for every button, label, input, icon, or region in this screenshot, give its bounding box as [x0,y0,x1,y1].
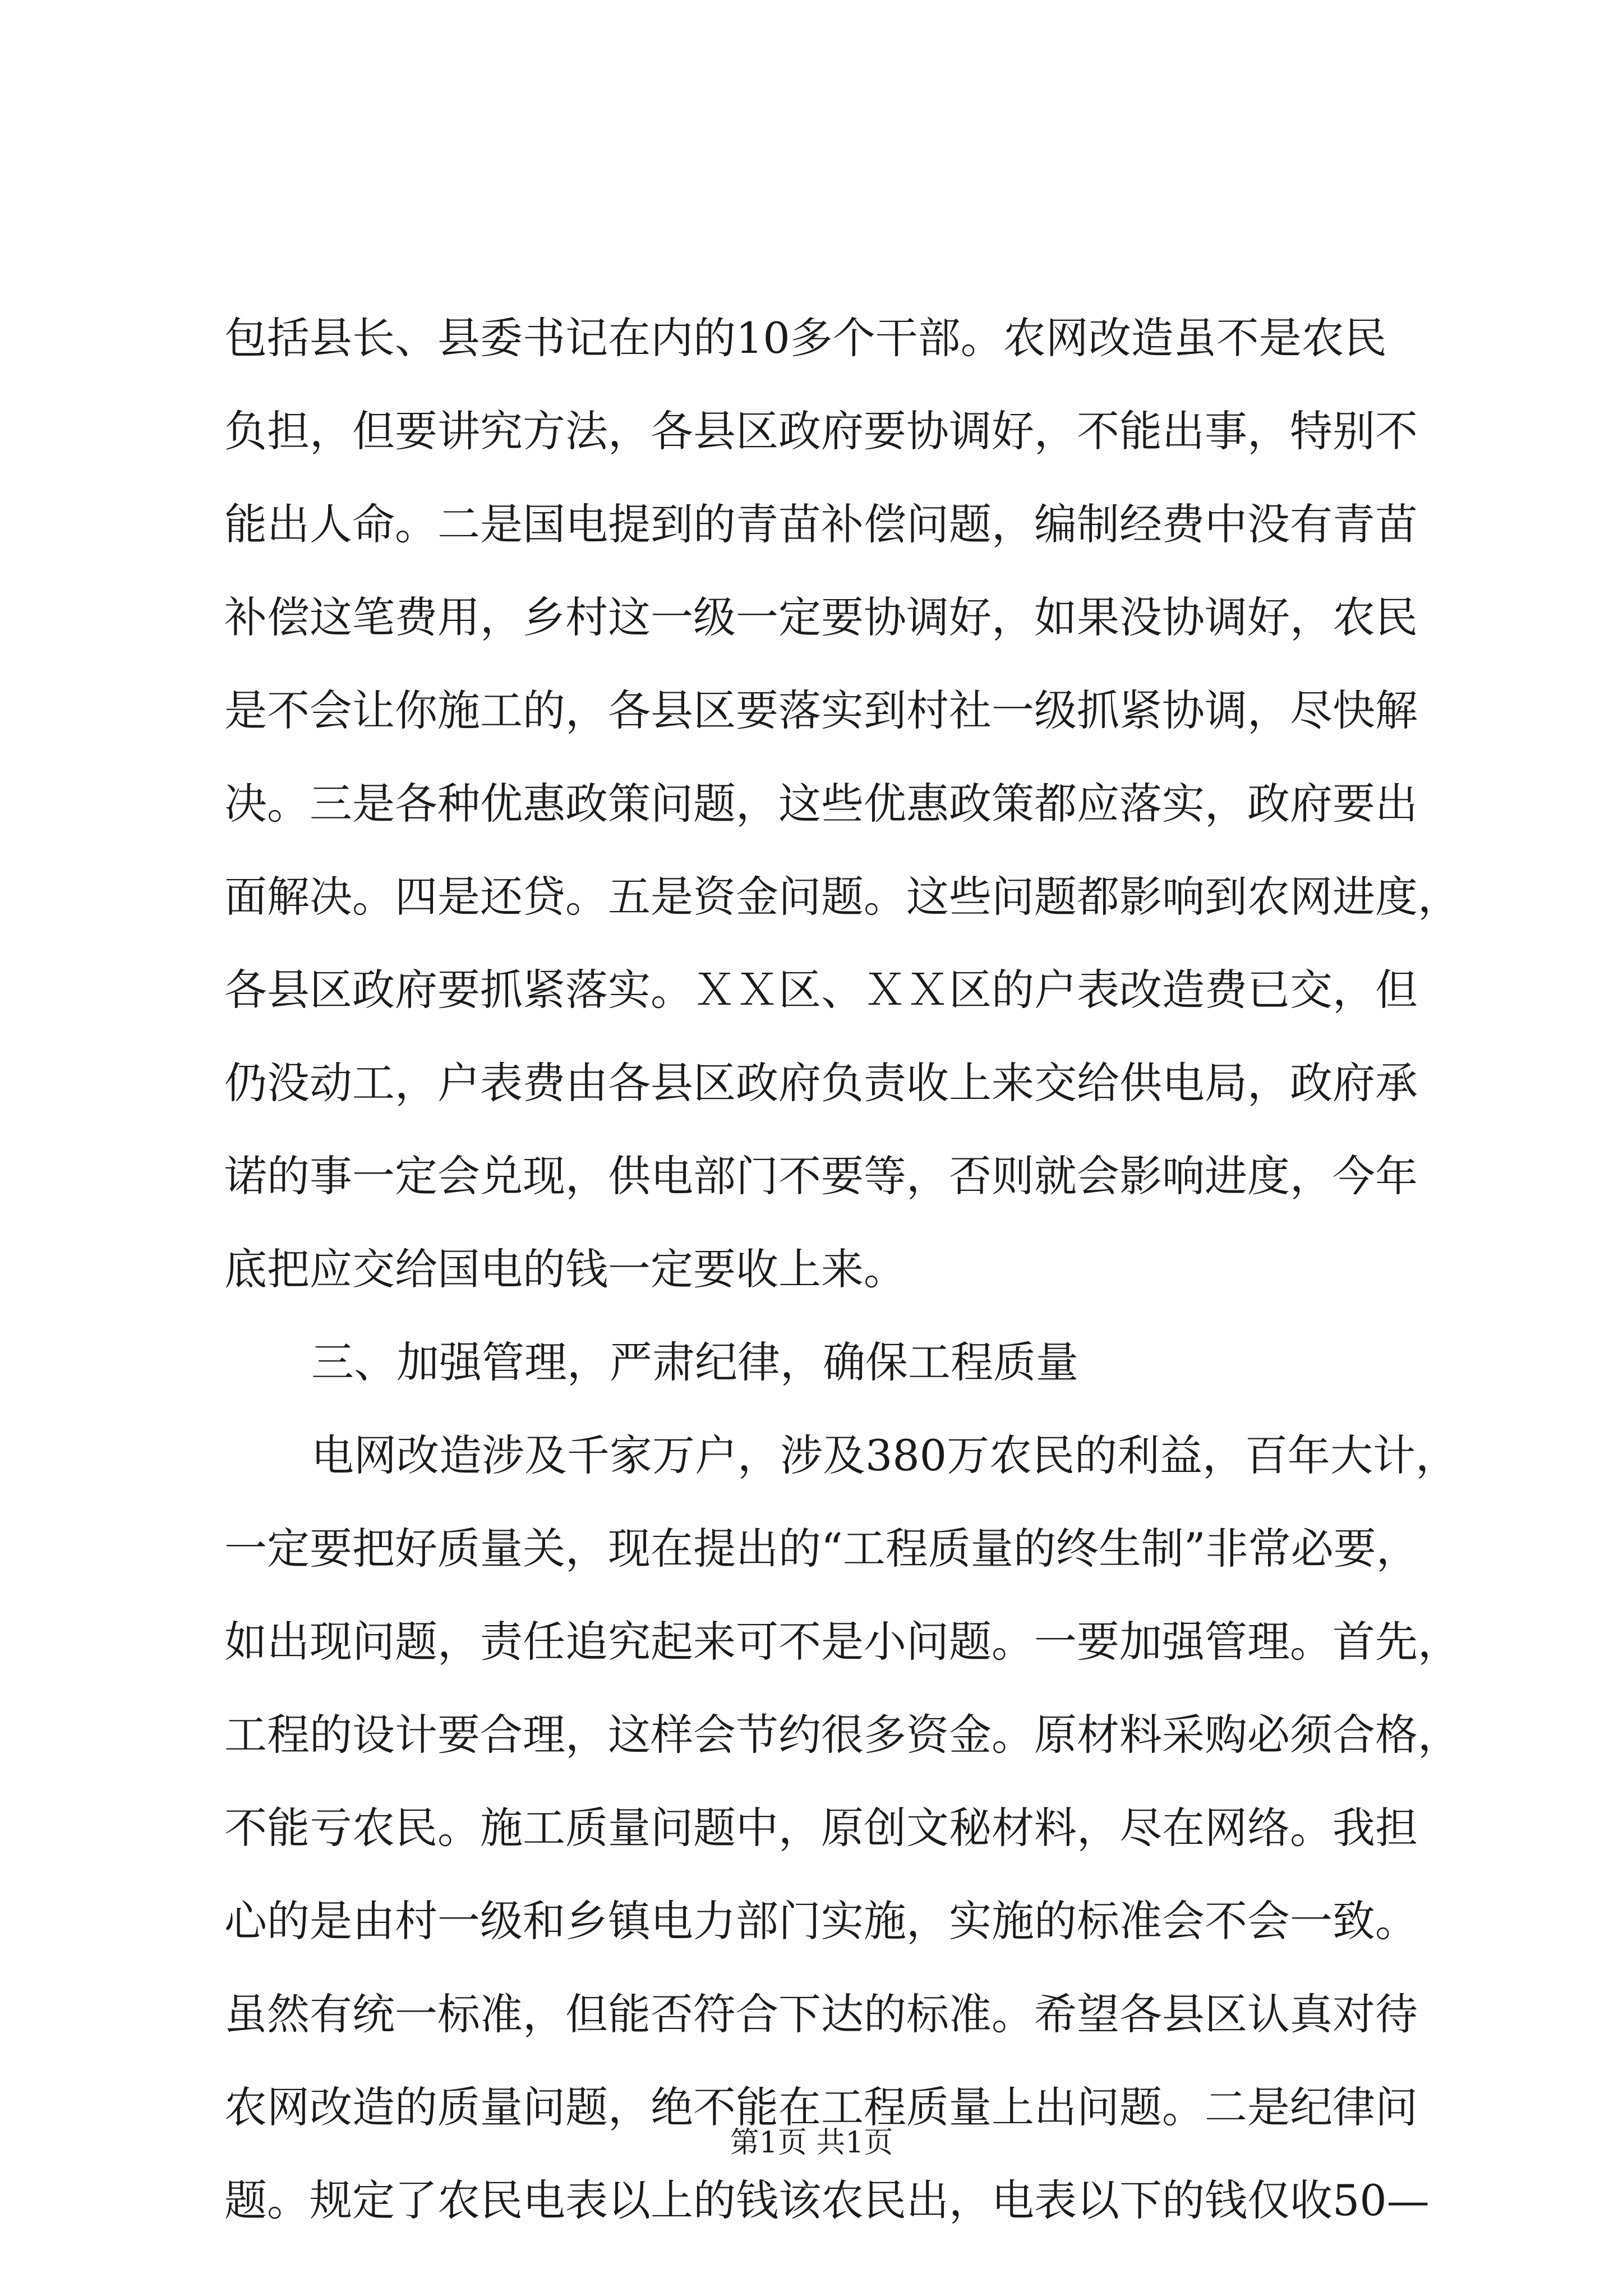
text-line: 工程的设计要合理，这样会节约很多资金。原材料采购必须合格， [224,1710,1460,1760]
text-line: 诺的事一定会兑现，供电部门不要等，否则就会影响进度，今年 [224,1151,1418,1201]
section-heading: 三、加强管理，严肃纪律，确保工程质量 [311,1337,1078,1387]
text-line: 补偿这笔费用，乡村这一级一定要协调好，如果没协调好，农民 [224,592,1418,642]
text-line: 如出现问题，责任追究起来可不是小问题。一要加强管理。首先， [224,1617,1460,1667]
text-line: 农网改造的质量问题，绝不能在工程质量上出问题。二是纪律问 [224,2082,1418,2132]
text-line: 面解决。四是还贷。五是资金问题。这些问题都影响到农网进度， [224,872,1460,922]
document-body [224,292,1460,2247]
text-line: 能出人命。二是国电提到的青苗补偿问题，编制经费中没有青苗 [224,499,1418,549]
paragraph-first-line: 电网改造涉及千家万户，涉及380万农民的利益，百年大计， [311,1430,1459,1480]
text-line: 底把应交给国电的钱一定要收上来。 [224,1244,906,1294]
text-line: 一定要把好质量关，现在提出的“工程质量的终生制”非常必要， [224,1524,1419,1573]
text-line: 虽然有统一标准，但能否符合下达的标准。希望各县区认真对待 [224,1989,1418,2039]
text-line: 题。规定了农民电表以上的钱该农民出，电表以下的钱仅收50— [224,2175,1430,2225]
text-line: 各县区政府要抓紧落实。ＸＸ区、ＸＸ区的户表改造费已交，但 [224,965,1418,1015]
text-line: 心的是由村一级和乡镇电力部门实施，实施的标准会不会一致。 [224,1896,1418,1946]
text-line: 负担，但要讲究方法，各县区政府要协调好，不能出事，特别不 [224,406,1418,456]
text-line: 决。三是各种优惠政策问题，这些优惠政策都应落实，政府要出 [224,779,1418,829]
text-line: 包括县长、县委书记在内的10多个干部。农网改造虽不是农民 [224,313,1387,363]
text-line: 是不会让你施工的，各县区要落实到村社一级抓紧协调，尽快解 [224,685,1418,735]
page-number-footer: 第1页 共1页 [730,2126,893,2160]
text-line: 仍没动工，户表费由各县区政府负责收上来交给供电局，政府承 [224,1058,1418,1108]
text-line: 不能亏农民。施工质量问题中，原创文秘材料，尽在网络。我担 [224,1803,1418,1853]
